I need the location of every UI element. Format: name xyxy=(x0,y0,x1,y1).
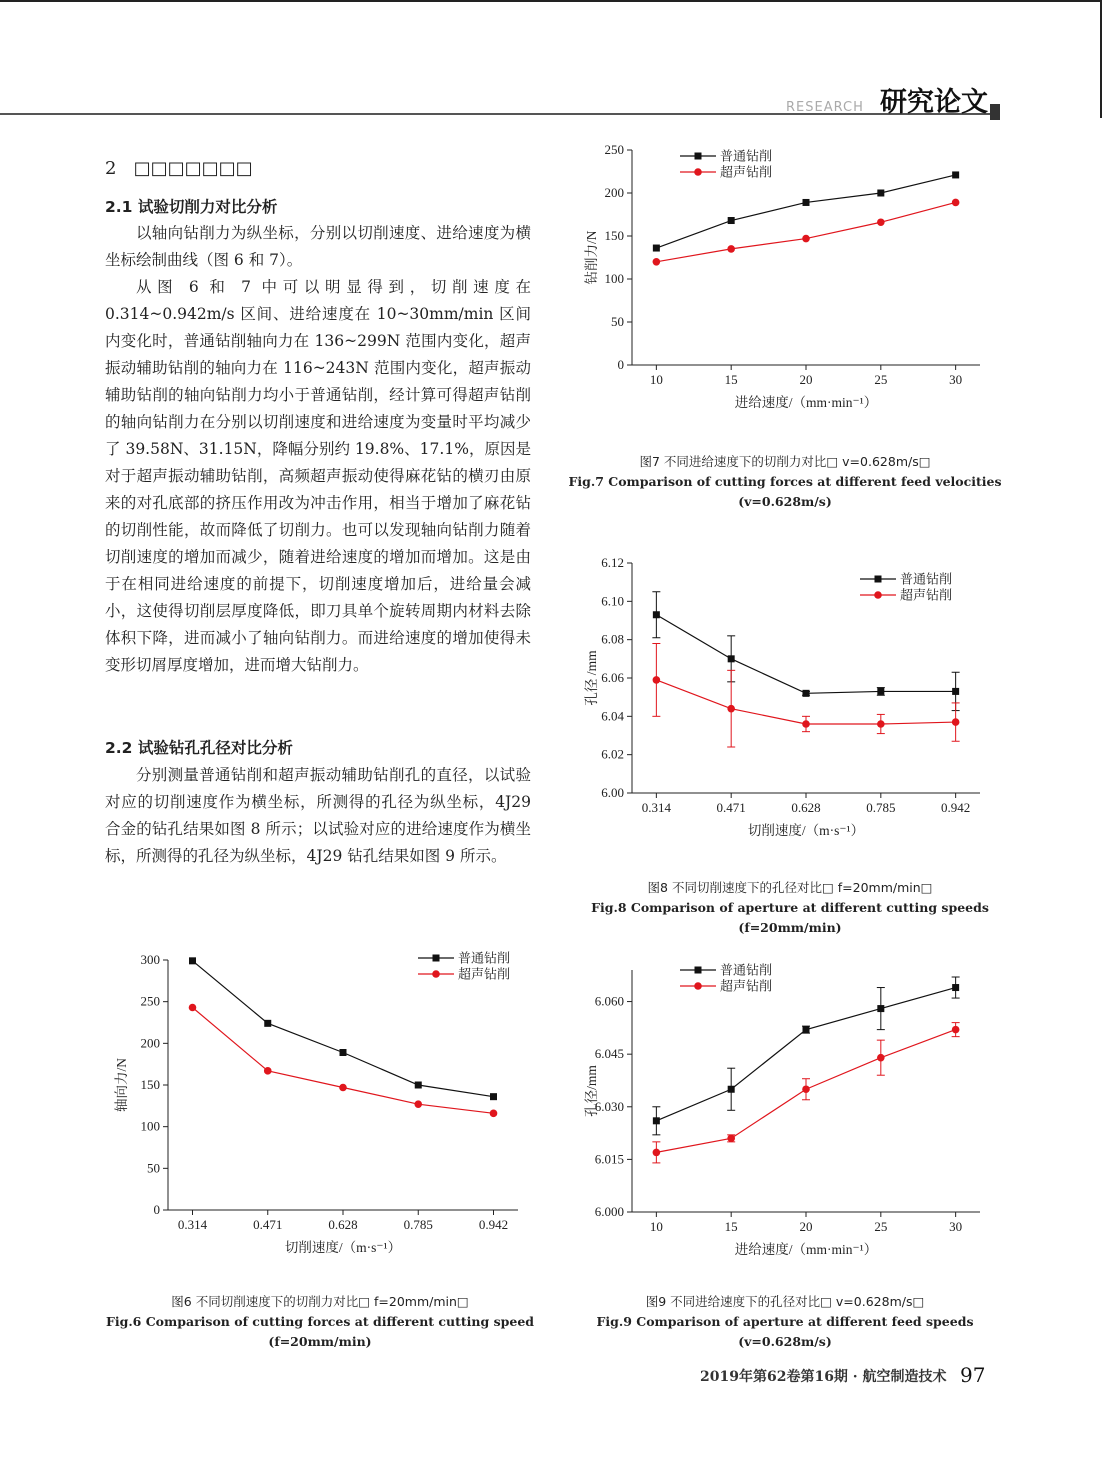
y-tick-label: 6.015 xyxy=(594,1151,624,1167)
y-axis-label: 孔径 /mm xyxy=(584,650,599,706)
header-english: RESEARCH xyxy=(786,100,864,115)
y-tick-label: 50 xyxy=(611,314,624,329)
y-tick-label: 150 xyxy=(604,228,624,243)
x-tick-label: 10 xyxy=(649,1219,663,1234)
x-tick-label: 20 xyxy=(799,1219,813,1234)
data-point-circle xyxy=(727,1135,735,1143)
y-tick-label: 6.10 xyxy=(601,593,624,609)
x-tick-label: 0.785 xyxy=(866,800,896,815)
caption-fig6-en2: (f=20mm/min) xyxy=(268,1334,372,1349)
text-block-2 xyxy=(105,762,531,870)
caption-fig9-en1: Fig.9 Comparison of aperture at different feed speeds xyxy=(596,1314,974,1329)
x-tick-label: 0.628 xyxy=(328,1217,358,1232)
data-point-circle xyxy=(802,720,810,728)
data-point-circle xyxy=(877,218,885,226)
legend-label: 超声钻削 xyxy=(900,587,953,603)
legend-label: 普通钻削 xyxy=(900,571,953,587)
caption-fig9-cn: 图9 不同进给速度下的孔径对比□ v=0.628m/s□ xyxy=(645,1294,925,1309)
data-point-square xyxy=(728,655,735,662)
data-point-square xyxy=(877,1005,884,1012)
legend-marker-circle xyxy=(432,970,440,978)
legend-marker-circle xyxy=(694,982,702,990)
figure-8 xyxy=(570,555,1000,855)
legend-marker-square xyxy=(875,576,882,583)
data-point-circle xyxy=(189,1004,197,1012)
x-tick-label: 0.942 xyxy=(941,800,971,815)
data-point-square xyxy=(653,245,660,252)
y-axis-label: 钻削力/N xyxy=(584,230,599,285)
x-tick-label: 0.785 xyxy=(403,1217,433,1232)
caption-fig9-en2: (v=0.628m/s) xyxy=(738,1334,832,1349)
legend-label: 普通钻削 xyxy=(720,962,773,978)
x-tick-label: 15 xyxy=(724,372,738,387)
y-tick-label: 250 xyxy=(140,993,160,1009)
paragraph-2: 从图 6 和 7 中可以明显得到，切削速度在 0.314~0.942m/s 区间、进给速度在 10~30mm/min 区间内变化时，普通钻削轴向力在 136~299N 范围内变化，超声振动辅助钻削的轴向力在 116~243N 范围内变化，超声振动辅助钻削的轴向钻削力均小于普通钻削，经计算可得超声钻削的轴向钻削力在分别以切削速度和进给速度为变量时平均减少了 39.58N、31.15N，降幅分别约 19.8%、17.1%，原因是对于超声振动辅助钻削，高频超声振动使得麻花钻的横刃由原来的对孔底部的挤压作用改为冲击作用，相当于增加了麻花钻的切削性能，故而降低了切削力。也可以发现轴向钻削力随着切削速度的增加而减少，随着进给速度的增加而增加。这是由于在相同进给速度的前提下，切削速度增加后，进给量会减小，这使得切削层厚度降低，即刀具单个旋转周期内材料去除体积下降，进而减小了轴向钻削力。而进给速度的增加使得未变形切屑厚度增加，进而增大钻削力。 xyxy=(105,278,531,674)
data-point-square xyxy=(728,1086,735,1093)
caption-fig8-en1: Fig.8 Comparison of aperture at different cutting speeds (f=20mm/min) xyxy=(591,900,989,935)
data-point-square xyxy=(264,1020,271,1027)
data-point-square xyxy=(653,1117,660,1124)
data-point-square xyxy=(415,1082,422,1089)
paragraph-1: 以轴向钻削力为纵坐标，分别以切削速度、进给速度为横坐标绘制曲线（图 6 和 7）。 xyxy=(105,224,531,269)
caption-fig7 xyxy=(565,452,1005,512)
section-number: 2 xyxy=(105,158,117,179)
x-tick-label: 0.628 xyxy=(791,800,821,815)
x-tick-label: 25 xyxy=(874,372,888,387)
series-line xyxy=(193,1008,494,1114)
data-point-circle xyxy=(877,1054,885,1062)
y-tick-label: 6.060 xyxy=(594,993,624,1009)
x-axis-label: 进给速度/（mm·min⁻¹） xyxy=(734,395,878,410)
y-tick-label: 0 xyxy=(617,357,624,372)
data-point-square xyxy=(803,199,810,206)
fig6-svg xyxy=(100,948,540,1263)
series-line xyxy=(656,615,955,694)
caption-fig9 xyxy=(565,1292,1005,1352)
legend xyxy=(418,951,510,982)
data-point-square xyxy=(952,984,959,991)
figure-6 xyxy=(100,948,540,1263)
y-axis-label: 孔径/mm xyxy=(584,1065,599,1117)
x-tick-label: 0.314 xyxy=(641,800,671,815)
y-tick-label: 6.12 xyxy=(601,555,624,570)
x-tick-label: 0.471 xyxy=(716,800,746,815)
data-point-square xyxy=(728,217,735,224)
paragraph-3: 分别测量普通钻削和超声振动辅助钻削孔的直径，以试验对应的切削速度作为横坐标，所测得的孔径为纵坐标，4J29 合金的钻孔结果如图 8 所示；以试验对应的进给速度作为横坐标，所测得的孔径为纵坐标，4J29 钻孔结果如图 9 所示。 xyxy=(105,766,531,865)
legend xyxy=(680,149,772,180)
fig9-svg xyxy=(570,958,1000,1268)
x-tick-label: 20 xyxy=(799,372,813,387)
series-line xyxy=(193,961,494,1097)
caption-fig6-cn: 图6 不同切削速度下的切削力对比□ f=20mm/min□ xyxy=(171,1294,469,1309)
y-tick-label: 300 xyxy=(140,952,160,967)
y-tick-label: 6.06 xyxy=(601,670,624,685)
data-point-square xyxy=(803,1026,810,1033)
x-axis-label: 切削速度/（m·s⁻¹） xyxy=(747,823,865,838)
fig7-svg xyxy=(570,138,1000,428)
figure-9 xyxy=(570,958,1000,1268)
fig8-svg xyxy=(570,555,1000,855)
y-tick-label: 100 xyxy=(604,271,624,286)
y-axis-label: 轴向力/N xyxy=(114,1058,129,1112)
y-tick-label: 200 xyxy=(140,1035,160,1051)
series-line xyxy=(656,988,955,1121)
y-tick-label: 0 xyxy=(153,1202,160,1217)
y-tick-label: 6.00 xyxy=(601,785,624,800)
legend-marker-square xyxy=(695,153,702,160)
header-bar xyxy=(990,104,1000,120)
x-tick-label: 10 xyxy=(649,372,663,387)
y-tick-label: 6.04 xyxy=(601,708,624,724)
y-tick-label: 6.045 xyxy=(594,1046,624,1062)
data-point-circle xyxy=(414,1100,422,1108)
data-point-circle xyxy=(952,199,960,207)
section-title xyxy=(105,158,253,179)
subsection-2-1: 2.1 试验切削力对比分析 xyxy=(105,198,278,216)
y-tick-label: 6.02 xyxy=(601,746,624,762)
data-point-square xyxy=(189,957,196,964)
data-point-square xyxy=(877,190,884,197)
data-point-square xyxy=(803,690,810,697)
data-point-square xyxy=(653,611,660,618)
x-axis-label: 进给速度/（mm·min⁻¹） xyxy=(734,1242,878,1257)
data-point-circle xyxy=(653,1149,661,1157)
y-tick-label: 200 xyxy=(604,185,624,200)
data-point-circle xyxy=(264,1067,272,1075)
text-block-1 xyxy=(105,220,531,679)
x-tick-label: 15 xyxy=(724,1219,738,1234)
data-point-circle xyxy=(952,1026,960,1034)
legend-marker-circle xyxy=(694,168,702,176)
legend-label: 普通钻削 xyxy=(458,950,511,966)
caption-fig8-cn: 图8 不同切削速度下的孔径对比□ f=20mm/min□ xyxy=(647,880,933,895)
y-tick-label: 250 xyxy=(604,142,624,157)
data-point-circle xyxy=(877,720,885,728)
legend xyxy=(860,572,952,603)
data-point-square xyxy=(340,1049,347,1056)
data-point-circle xyxy=(490,1110,498,1118)
caption-fig6-en1: Fig.6 Comparison of cutting forces at different cutting speed xyxy=(105,1314,535,1329)
legend-label: 超声钻削 xyxy=(720,164,773,180)
x-axis-label: 切削速度/（m·s⁻¹） xyxy=(284,1240,402,1255)
caption-fig6 xyxy=(100,1292,540,1352)
y-tick-label: 6.030 xyxy=(594,1098,624,1114)
caption-fig8 xyxy=(560,878,1020,938)
data-point-circle xyxy=(727,705,735,713)
legend-label: 普通钻削 xyxy=(720,148,773,164)
data-point-square xyxy=(952,171,959,178)
caption-fig7-en2: (v=0.628m/s) xyxy=(738,494,832,509)
data-point-square xyxy=(952,688,959,695)
caption-fig7-cn: 图7 不同进给速度下的切削力对比□ v=0.628m/s□ xyxy=(639,454,931,469)
legend-marker-square xyxy=(695,967,702,974)
x-tick-label: 30 xyxy=(949,1219,963,1234)
data-point-square xyxy=(877,688,884,695)
y-tick-label: 6.000 xyxy=(594,1204,624,1219)
page-number: 97 xyxy=(960,1363,986,1387)
data-point-circle xyxy=(802,235,810,243)
legend-label: 超声钻削 xyxy=(720,978,773,994)
data-point-circle xyxy=(727,245,735,253)
data-point-square xyxy=(490,1093,497,1100)
data-point-circle xyxy=(653,676,661,684)
data-point-circle xyxy=(952,718,960,726)
data-point-circle xyxy=(339,1084,347,1092)
x-tick-label: 0.314 xyxy=(177,1217,208,1232)
y-tick-label: 6.08 xyxy=(601,631,624,647)
x-tick-label: 30 xyxy=(949,372,963,387)
top-rule xyxy=(0,0,1102,2)
journal-footer: 2019年第62卷第16期 · 航空制造技术 xyxy=(700,1369,947,1385)
x-tick-label: 0.942 xyxy=(478,1217,509,1232)
y-tick-label: 50 xyxy=(147,1160,160,1176)
figure-7 xyxy=(570,138,1000,428)
legend-label: 超声钻削 xyxy=(458,966,511,982)
legend xyxy=(680,963,772,994)
y-tick-label: 100 xyxy=(140,1118,160,1134)
legend-marker-circle xyxy=(874,591,882,599)
header-chinese: 研究论文 xyxy=(880,87,988,118)
legend-marker-square xyxy=(433,955,440,962)
y-tick-label: 150 xyxy=(140,1077,160,1092)
data-point-circle xyxy=(653,258,661,266)
x-tick-label: 25 xyxy=(874,1219,888,1234)
x-tick-label: 0.471 xyxy=(253,1217,283,1232)
section-heading: □□□□□□□ xyxy=(133,158,253,179)
caption-fig7-en1: Fig.7 Comparison of cutting forces at different feed velocities xyxy=(568,474,1002,489)
data-point-circle xyxy=(802,1085,810,1093)
subsection-2-2: 2.2 试验钻孔孔径对比分析 xyxy=(105,739,293,757)
